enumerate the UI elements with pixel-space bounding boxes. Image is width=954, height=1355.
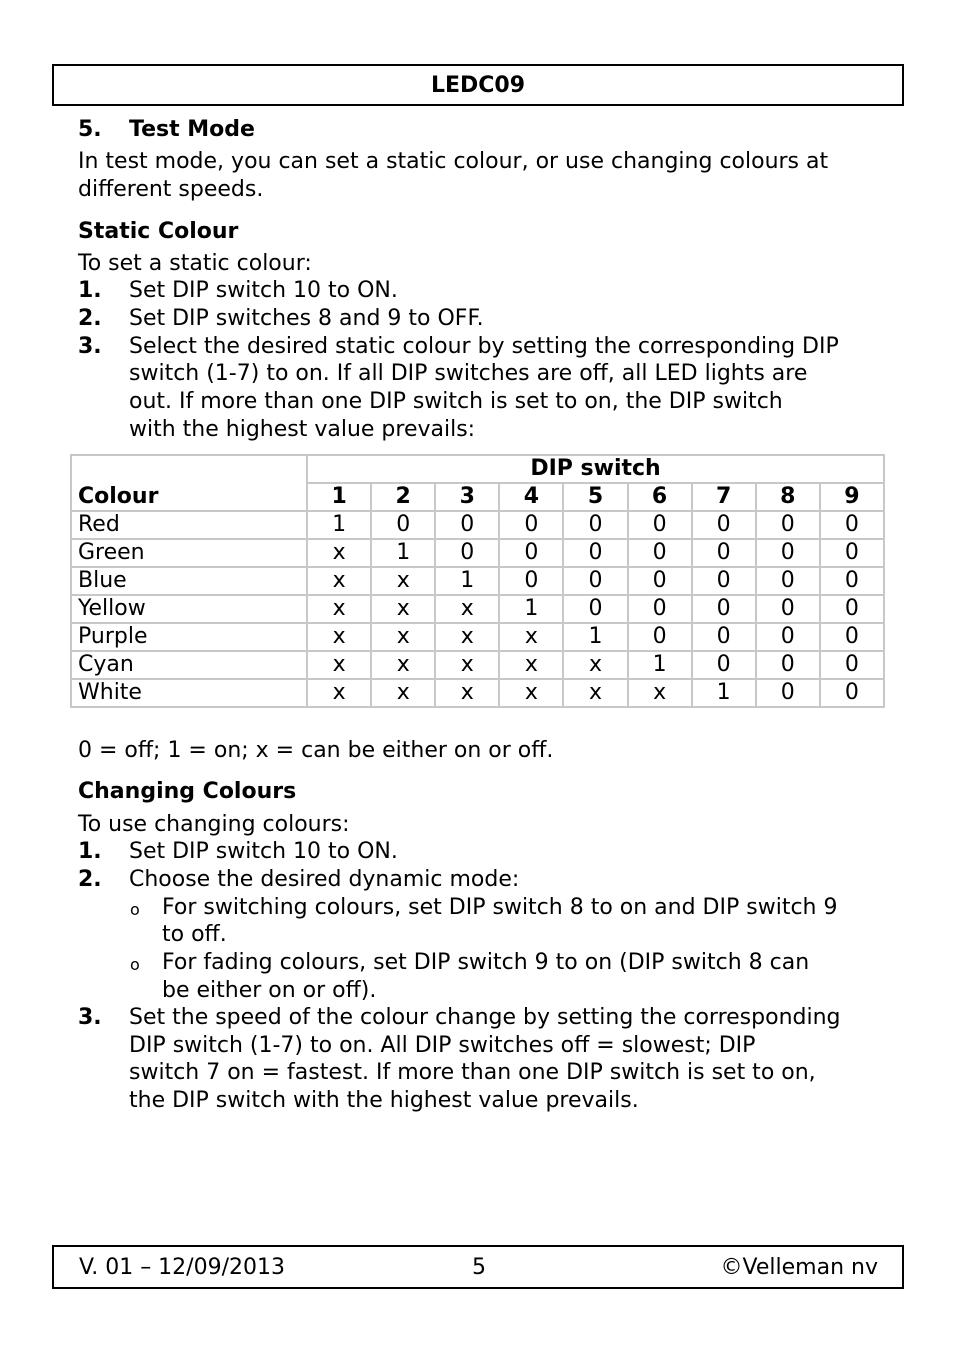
changing-colours-lead: To use changing colours:	[78, 812, 350, 837]
switch-value-cell: x	[307, 623, 371, 651]
bullet-text: For fading colours, set DIP switch 9 to on (DIP switch 8 can	[162, 950, 810, 975]
changing-step-text: switch 7 on = fastest. If more than one DIP switch is set to on,	[129, 1060, 816, 1085]
switch-value-cell: 0	[756, 595, 820, 623]
changing-step-text: Set the speed of the colour change by setting the corresponding	[129, 1005, 841, 1030]
table-row	[71, 567, 884, 595]
switch-value-cell: 0	[628, 539, 692, 567]
switch-value-cell: 0	[692, 623, 756, 651]
dip-switch-group-header: DIP switch	[307, 455, 884, 483]
changing-colours-heading: Changing Colours	[78, 779, 297, 804]
switch-value-cell: x	[628, 679, 692, 707]
switch-value-cell: x	[371, 567, 435, 595]
switch-value-cell: 0	[692, 539, 756, 567]
switch-value-cell: 1	[563, 623, 627, 651]
changing-step-number: 3.	[78, 1005, 102, 1030]
switch-value-cell: x	[435, 595, 499, 623]
table-header-row	[71, 455, 884, 483]
table-header-row	[71, 483, 884, 511]
bullet-icon: o	[130, 955, 140, 974]
switch-header: 9	[820, 483, 884, 511]
switch-value-cell: x	[499, 651, 563, 679]
colour-name-cell: Red	[71, 511, 307, 539]
switch-value-cell: 0	[692, 567, 756, 595]
switch-value-cell: 0	[435, 511, 499, 539]
switch-value-cell: 0	[820, 567, 884, 595]
table-row	[71, 595, 884, 623]
table-corner-cell	[71, 455, 307, 483]
switch-header: 3	[435, 483, 499, 511]
switch-header: 5	[563, 483, 627, 511]
switch-value-cell: 1	[628, 651, 692, 679]
switch-value-cell: x	[307, 595, 371, 623]
static-step-text: Select the desired static colour by setting the corresponding DIP	[129, 334, 839, 359]
page-header	[52, 64, 904, 106]
switch-value-cell: 1	[499, 595, 563, 623]
bullet-icon: o	[130, 900, 140, 919]
switch-value-cell: 0	[628, 623, 692, 651]
section-intro-line-2: different speeds.	[78, 177, 264, 202]
switch-value-cell: 0	[756, 511, 820, 539]
switch-value-cell: 0	[756, 623, 820, 651]
switch-value-cell: 0	[499, 567, 563, 595]
table-row	[71, 623, 884, 651]
colour-column-header: Colour	[71, 483, 307, 511]
static-colour-lead: To set a static colour:	[78, 251, 312, 276]
static-step-text: Set DIP switches 8 and 9 to OFF.	[129, 306, 484, 331]
changing-step-text: Choose the desired dynamic mode:	[129, 867, 520, 892]
colour-name-cell: Green	[71, 539, 307, 567]
footer-copyright: ©Velleman nv	[720, 1255, 878, 1280]
table-row	[71, 679, 884, 707]
static-step-text: out. If more than one DIP switch is set to on, the DIP switch	[129, 389, 783, 414]
bullet-text: to off.	[162, 922, 227, 947]
switch-value-cell: 0	[692, 595, 756, 623]
static-step-number: 1.	[78, 278, 102, 303]
colour-name-cell: Blue	[71, 567, 307, 595]
switch-value-cell: 0	[756, 679, 820, 707]
switch-value-cell: 0	[628, 567, 692, 595]
section-intro-line-1: In test mode, you can set a static colour, or use changing colours at	[78, 149, 829, 174]
colour-name-cell: Cyan	[71, 651, 307, 679]
switch-value-cell: 0	[563, 595, 627, 623]
switch-header: 4	[499, 483, 563, 511]
switch-value-cell: 0	[756, 651, 820, 679]
switch-value-cell: 0	[563, 511, 627, 539]
changing-step-number: 2.	[78, 867, 102, 892]
dip-switch-table	[70, 454, 885, 708]
colour-name-cell: Purple	[71, 623, 307, 651]
switch-value-cell: x	[307, 651, 371, 679]
changing-step-number: 1.	[78, 839, 102, 864]
switch-value-cell: 0	[371, 511, 435, 539]
switch-value-cell: x	[371, 595, 435, 623]
static-step-text: switch (1-7) to on. If all DIP switches are off, all LED lights are	[129, 361, 808, 386]
switch-value-cell: x	[499, 679, 563, 707]
switch-value-cell: x	[499, 623, 563, 651]
static-step-text: Set DIP switch 10 to ON.	[129, 278, 398, 303]
static-colour-heading: Static Colour	[78, 219, 239, 244]
switch-value-cell: x	[435, 679, 499, 707]
switch-header: 6	[628, 483, 692, 511]
table-row	[71, 511, 884, 539]
bullet-text: be either on or off).	[162, 978, 377, 1003]
switch-value-cell: 0	[628, 595, 692, 623]
changing-step-text: the DIP switch with the highest value prevails.	[129, 1088, 639, 1113]
page-footer	[52, 1245, 904, 1289]
switch-value-cell: 1	[692, 679, 756, 707]
switch-value-cell: 1	[435, 567, 499, 595]
switch-value-cell: 0	[756, 567, 820, 595]
changing-step-text: Set DIP switch 10 to ON.	[129, 839, 398, 864]
footer-version: V. 01 – 12/09/2013	[79, 1255, 285, 1280]
static-step-text: with the highest value prevails:	[129, 417, 476, 442]
switch-header: 8	[756, 483, 820, 511]
switch-value-cell: x	[435, 651, 499, 679]
switch-value-cell: x	[371, 679, 435, 707]
switch-value-cell: x	[307, 539, 371, 567]
static-step-number: 2.	[78, 306, 102, 331]
static-step-number: 3.	[78, 334, 102, 359]
section-title: Test Mode	[129, 117, 255, 142]
changing-step-text: DIP switch (1-7) to on. All DIP switches off = slowest; DIP	[129, 1033, 756, 1058]
switch-header: 1	[307, 483, 371, 511]
switch-value-cell: 0	[692, 651, 756, 679]
bullet-text: For switching colours, set DIP switch 8 to on and DIP switch 9	[162, 895, 838, 920]
switch-value-cell: 0	[499, 539, 563, 567]
switch-value-cell: x	[371, 651, 435, 679]
switch-value-cell: 0	[499, 511, 563, 539]
switch-value-cell: 0	[756, 539, 820, 567]
switch-value-cell: x	[307, 567, 371, 595]
switch-value-cell: x	[435, 623, 499, 651]
switch-value-cell: x	[563, 651, 627, 679]
colour-name-cell: Yellow	[71, 595, 307, 623]
switch-value-cell: 1	[307, 511, 371, 539]
switch-value-cell: 0	[820, 539, 884, 567]
table-legend: 0 = off; 1 = on; x = can be either on or off.	[78, 738, 554, 763]
switch-value-cell: x	[307, 679, 371, 707]
switch-value-cell: x	[563, 679, 627, 707]
table-row	[71, 651, 884, 679]
switch-value-cell: 0	[820, 595, 884, 623]
colour-name-cell: White	[71, 679, 307, 707]
switch-header: 7	[692, 483, 756, 511]
switch-value-cell: 0	[563, 567, 627, 595]
table-row	[71, 539, 884, 567]
switch-value-cell: 0	[820, 623, 884, 651]
footer-page-number: 5	[472, 1255, 486, 1280]
switch-value-cell: 0	[628, 511, 692, 539]
section-number: 5.	[78, 117, 102, 142]
document-title: LEDC09	[430, 72, 526, 98]
switch-value-cell: x	[371, 623, 435, 651]
switch-value-cell: 0	[820, 651, 884, 679]
switch-value-cell: 0	[692, 511, 756, 539]
switch-value-cell: 1	[371, 539, 435, 567]
switch-value-cell: 0	[820, 511, 884, 539]
switch-value-cell: 0	[820, 679, 884, 707]
switch-header: 2	[371, 483, 435, 511]
switch-value-cell: 0	[563, 539, 627, 567]
switch-value-cell: 0	[435, 539, 499, 567]
